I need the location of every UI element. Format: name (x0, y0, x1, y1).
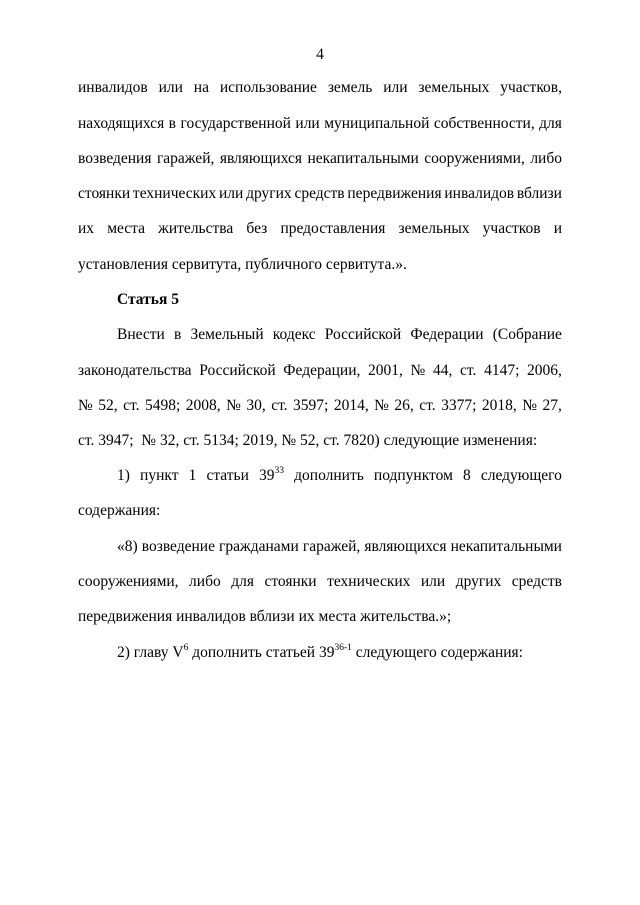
word: на (193, 79, 209, 96)
word: № (374, 397, 389, 414)
word: № (522, 397, 538, 414)
word: гражданами (219, 538, 299, 555)
word: гаражей, (302, 538, 361, 555)
text-line (78, 114, 562, 134)
word: для (539, 115, 562, 132)
word: их (78, 220, 95, 237)
text-line (78, 396, 562, 416)
word: места (107, 220, 145, 237)
word: технических (327, 573, 411, 590)
text-line-last: содержания: (78, 502, 161, 519)
word: либо (189, 573, 221, 590)
word: 4147; (484, 362, 520, 379)
text-line-last: установления сервитута, публичного сервитута.». (78, 256, 407, 273)
word: собственности, (433, 115, 535, 132)
item2-prefix: 2) главу V (117, 644, 184, 661)
word: 1) (117, 467, 130, 484)
text-line-last: ст. 3947; № 32, ст. 5134; 2019, № 52, ст. 7820) следующие изменения: (78, 432, 538, 449)
word: статьи (206, 467, 249, 484)
article-heading: Статья 5 (117, 291, 179, 308)
word: возведение (141, 538, 215, 555)
word: стоянки (264, 573, 317, 590)
article-superscript: 36-1 (334, 642, 352, 653)
word: других (246, 185, 292, 202)
word: муниципальной (324, 115, 430, 132)
word: или (295, 115, 320, 132)
word: 30, (246, 397, 266, 414)
word: Земельный (190, 326, 264, 343)
word: в (174, 326, 182, 343)
word: 52, (98, 397, 118, 414)
word: земель (327, 79, 373, 96)
text-line (117, 325, 562, 345)
word: использование (219, 79, 317, 96)
page-number: 4 (316, 46, 324, 63)
word: земельных (418, 79, 490, 96)
word: 27, (542, 397, 562, 414)
article-number (259, 466, 284, 486)
word: являющихся (364, 538, 447, 555)
word: подпунктом (373, 467, 453, 484)
word: Российской (324, 326, 402, 343)
text-line (78, 572, 562, 592)
word: 2014, (333, 397, 369, 414)
text-line (78, 184, 562, 204)
word: ст. (460, 362, 477, 379)
word: 3597; (293, 397, 329, 414)
item2-suffix: следующего содержания: (351, 644, 523, 661)
word: 2008, (185, 397, 221, 414)
word: для (231, 573, 254, 590)
word: Российской (199, 362, 276, 379)
word: жительства (158, 220, 234, 237)
word: инвалидов (444, 185, 515, 202)
word: 2006, (527, 362, 562, 379)
word: сооружениями, (78, 573, 179, 590)
word: «8) (117, 538, 138, 555)
word: законодательства (78, 362, 192, 379)
word: (Собрание (492, 326, 562, 343)
word: вблизи (516, 185, 562, 202)
word: Внести (117, 326, 165, 343)
text-line (117, 537, 562, 557)
article-number-superscript: 33 (274, 465, 285, 476)
word: земельных (398, 220, 470, 237)
word: ст. (123, 397, 140, 414)
word: в (168, 115, 176, 132)
word: и (553, 220, 562, 237)
word: гаражей, (156, 150, 215, 167)
text-line (117, 466, 562, 486)
word: предоставления (280, 220, 386, 237)
word: ст. (271, 397, 288, 414)
word: стоянки (78, 185, 131, 202)
word: 2001, (368, 362, 403, 379)
word: или (158, 79, 183, 96)
word: или (383, 79, 408, 96)
word: № (78, 397, 93, 414)
word: государственной (180, 115, 291, 132)
word: участков (482, 220, 541, 237)
word: средств (511, 573, 562, 590)
word: 5498; (144, 397, 181, 414)
word: возведения (78, 150, 152, 167)
word: без (246, 220, 268, 237)
text-line-last: передвижения инвалидов вблизи их места жительства.»; (78, 608, 452, 625)
word: Федерации (410, 326, 484, 343)
amendment-item-2 (117, 643, 601, 663)
article-number-base: 39 (259, 467, 275, 484)
text-line (78, 361, 562, 381)
word: № (226, 397, 241, 414)
word: пункт (140, 467, 179, 484)
word: 3377; (441, 397, 477, 414)
word: Федерации, (283, 362, 361, 379)
word: № (410, 362, 426, 379)
word: некапитальными (450, 538, 562, 555)
word: либо (530, 150, 562, 167)
word: участков, (500, 79, 562, 96)
word: дополнить (294, 467, 364, 484)
word: инвалидов (78, 79, 148, 96)
word: технических (132, 185, 217, 202)
item2-middle: дополнить статьей 39 (188, 644, 335, 661)
word: или (420, 573, 446, 590)
word: передвижения (347, 185, 442, 202)
word: являющихся (219, 150, 303, 167)
word: или (219, 185, 244, 202)
word: некапитальными (307, 150, 419, 167)
word: 44, (433, 362, 453, 379)
chapter-superscript: 6 (183, 642, 189, 653)
word: сооружениями, (424, 150, 525, 167)
word: 26, (394, 397, 414, 414)
word: 1 (188, 467, 197, 484)
word: 2018, (481, 397, 517, 414)
text-line (78, 219, 562, 239)
text-line (78, 149, 562, 169)
word: кодекс (272, 326, 316, 343)
word: находящихся (78, 115, 165, 132)
word: средств (294, 185, 345, 202)
text-line (78, 78, 562, 98)
word: 8 (463, 467, 471, 484)
word: ст. (419, 397, 436, 414)
word: следующего (480, 467, 562, 484)
word: других (455, 573, 502, 590)
